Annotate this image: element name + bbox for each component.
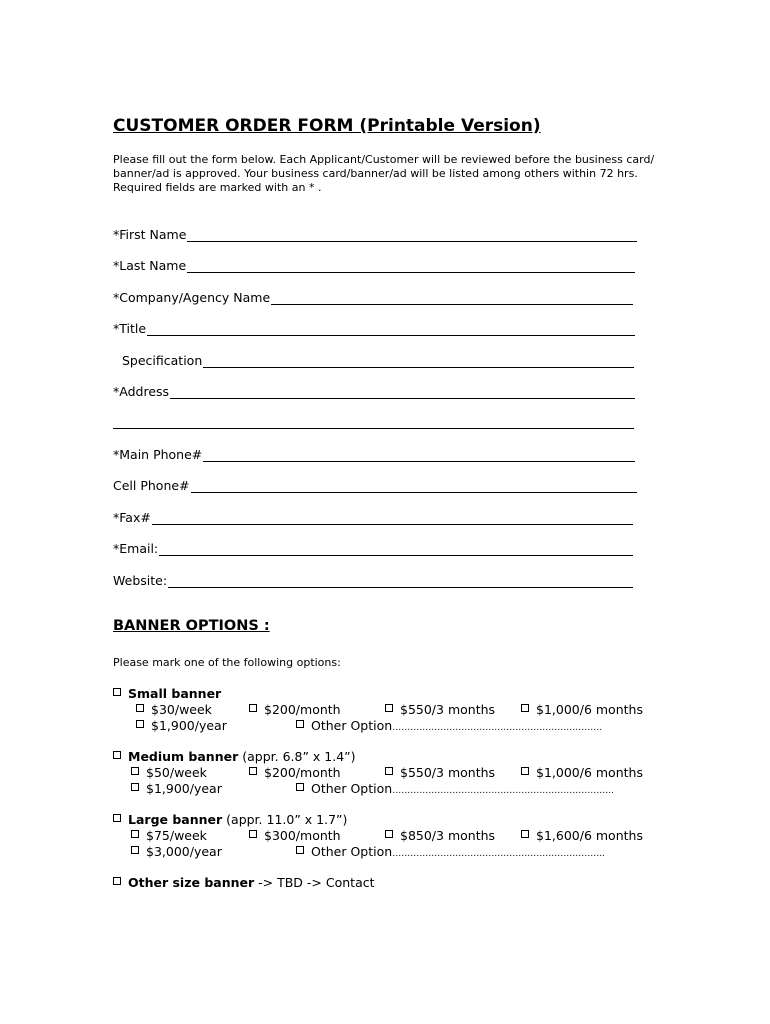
medium-opt3[interactable] xyxy=(385,765,495,780)
small-opt3-label: $550/3 months xyxy=(400,702,496,717)
medium-other-checkbox[interactable] xyxy=(296,783,304,791)
last-name-field[interactable] xyxy=(113,255,635,273)
medium-opt4-checkbox[interactable] xyxy=(521,767,529,775)
large-opt1-label: $75/week xyxy=(146,828,207,843)
medium-banner-label: Medium banner xyxy=(128,749,239,764)
cell-phone-field[interactable] xyxy=(113,475,637,493)
title-label: *Title xyxy=(113,321,147,336)
large-opt2[interactable] xyxy=(249,828,341,843)
cell-phone-label: Cell Phone# xyxy=(113,478,190,493)
large-banner-label: Large banner xyxy=(128,812,223,827)
small-opt5-label: $1,900/year xyxy=(151,718,227,733)
medium-opt5[interactable] xyxy=(131,781,222,796)
address-line[interactable] xyxy=(170,384,635,399)
large-opt5-label: $3,000/year xyxy=(146,844,222,859)
large-other-label: Other Option xyxy=(311,844,393,859)
first-name-line[interactable] xyxy=(187,227,637,242)
main-phone-line[interactable] xyxy=(203,447,635,462)
other-size-checkbox[interactable] xyxy=(113,877,121,885)
first-name-field[interactable] xyxy=(113,224,637,242)
intro-text: Please fill out the form below. Each Applicant/Customer will be reviewed before the business card/ banner/ad is approved. Your business card/banner/ad will be listed among others within 72 hrs. xyxy=(113,153,655,181)
medium-other-dots: ……………………………………………………………….. xyxy=(392,786,614,796)
large-opt2-checkbox[interactable] xyxy=(249,830,257,838)
medium-opt1[interactable] xyxy=(131,765,207,780)
company-field[interactable] xyxy=(113,287,633,305)
title-line[interactable] xyxy=(147,321,635,336)
email-label: *Email: xyxy=(113,541,159,556)
email-field[interactable] xyxy=(113,538,633,556)
medium-other-label: Other Option xyxy=(311,781,393,796)
medium-banner-option[interactable] xyxy=(113,749,356,764)
medium-opt1-label: $50/week xyxy=(146,765,207,780)
small-other-checkbox[interactable] xyxy=(296,720,304,728)
small-other-dots: ……………………………………………………………. xyxy=(392,723,603,733)
last-name-line[interactable] xyxy=(187,258,635,273)
small-opt4-checkbox[interactable] xyxy=(521,704,529,712)
website-field[interactable] xyxy=(113,570,633,588)
medium-opt3-label: $550/3 months xyxy=(400,765,496,780)
company-line[interactable] xyxy=(271,290,633,305)
small-opt2-checkbox[interactable] xyxy=(249,704,257,712)
large-other[interactable] xyxy=(296,844,605,862)
medium-opt5-checkbox[interactable] xyxy=(131,783,139,791)
fax-field[interactable] xyxy=(113,507,633,525)
page-title: CUSTOMER ORDER FORM (Printable Version) xyxy=(113,116,541,136)
medium-opt3-checkbox[interactable] xyxy=(385,767,393,775)
fax-line[interactable] xyxy=(152,510,633,525)
medium-opt2-label: $200/month xyxy=(264,765,341,780)
large-opt1[interactable] xyxy=(131,828,207,843)
medium-banner-checkbox[interactable] xyxy=(113,751,121,759)
first-name-label: *First Name xyxy=(113,227,187,242)
main-phone-label: *Main Phone# xyxy=(113,447,203,462)
address-label: *Address xyxy=(113,384,170,399)
email-line[interactable] xyxy=(159,541,633,556)
medium-opt4[interactable] xyxy=(521,765,643,780)
other-size-rest: -> TBD -> Contact xyxy=(258,875,375,890)
small-banner-option[interactable] xyxy=(113,686,221,701)
large-banner-size: (appr. 11.0” x 1.7”) xyxy=(226,812,348,827)
large-opt5[interactable] xyxy=(131,844,222,859)
address-field[interactable] xyxy=(113,381,635,399)
other-size-banner-option[interactable] xyxy=(113,875,375,890)
medium-opt5-label: $1,900/year xyxy=(146,781,222,796)
small-opt5-checkbox[interactable] xyxy=(136,720,144,728)
small-opt1-checkbox[interactable] xyxy=(136,704,144,712)
specification-line[interactable] xyxy=(203,353,634,368)
small-opt5[interactable] xyxy=(136,718,227,733)
small-opt2[interactable] xyxy=(249,702,341,717)
required-note: Required fields are marked with an * . xyxy=(113,181,322,195)
title-field[interactable] xyxy=(113,318,635,336)
specification-field[interactable] xyxy=(113,350,634,368)
large-banner-checkbox[interactable] xyxy=(113,814,121,822)
large-opt3-checkbox[interactable] xyxy=(385,830,393,838)
banner-options-heading: BANNER OPTIONS : xyxy=(113,618,270,634)
form-instructions xyxy=(113,153,673,196)
small-opt1-label: $30/week xyxy=(151,702,212,717)
medium-other[interactable] xyxy=(296,781,614,799)
large-banner-option[interactable] xyxy=(113,812,347,827)
small-other-label: Other Option xyxy=(311,718,393,733)
large-opt1-checkbox[interactable] xyxy=(131,830,139,838)
small-opt4[interactable] xyxy=(521,702,643,717)
large-opt3[interactable] xyxy=(385,828,495,843)
small-other[interactable] xyxy=(296,718,602,736)
other-size-label: Other size banner xyxy=(128,875,255,890)
last-name-label: *Last Name xyxy=(113,258,187,273)
large-other-checkbox[interactable] xyxy=(296,846,304,854)
main-phone-field[interactable] xyxy=(113,444,635,462)
website-line[interactable] xyxy=(168,573,633,588)
medium-opt4-label: $1,000/6 months xyxy=(536,765,643,780)
large-opt4-label: $1,600/6 months xyxy=(536,828,643,843)
small-banner-checkbox[interactable] xyxy=(113,688,121,696)
large-opt3-label: $850/3 months xyxy=(400,828,496,843)
specification-label: Specification xyxy=(122,353,203,368)
medium-opt2[interactable] xyxy=(249,765,341,780)
medium-banner-size: (appr. 6.8” x 1.4”) xyxy=(242,749,356,764)
large-opt2-label: $300/month xyxy=(264,828,341,843)
large-opt4[interactable] xyxy=(521,828,643,843)
small-opt3-checkbox[interactable] xyxy=(385,704,393,712)
medium-opt2-checkbox[interactable] xyxy=(249,767,257,775)
banner-instruction: Please mark one of the following options: xyxy=(113,656,341,669)
company-label: *Company/Agency Name xyxy=(113,290,271,305)
small-opt1[interactable] xyxy=(136,702,212,717)
website-label: Website: xyxy=(113,573,168,588)
fax-label: *Fax# xyxy=(113,510,151,525)
large-opt5-checkbox[interactable] xyxy=(131,846,139,854)
address-line-2[interactable] xyxy=(113,428,634,429)
small-opt3[interactable] xyxy=(385,702,495,717)
small-opt4-label: $1,000/6 months xyxy=(536,702,643,717)
large-opt4-checkbox[interactable] xyxy=(521,830,529,838)
medium-opt1-checkbox[interactable] xyxy=(131,767,139,775)
large-other-dots: …………………………………………………………….. xyxy=(392,849,605,859)
cell-phone-line[interactable] xyxy=(191,478,637,493)
small-banner-label: Small banner xyxy=(128,686,222,701)
small-opt2-label: $200/month xyxy=(264,702,341,717)
